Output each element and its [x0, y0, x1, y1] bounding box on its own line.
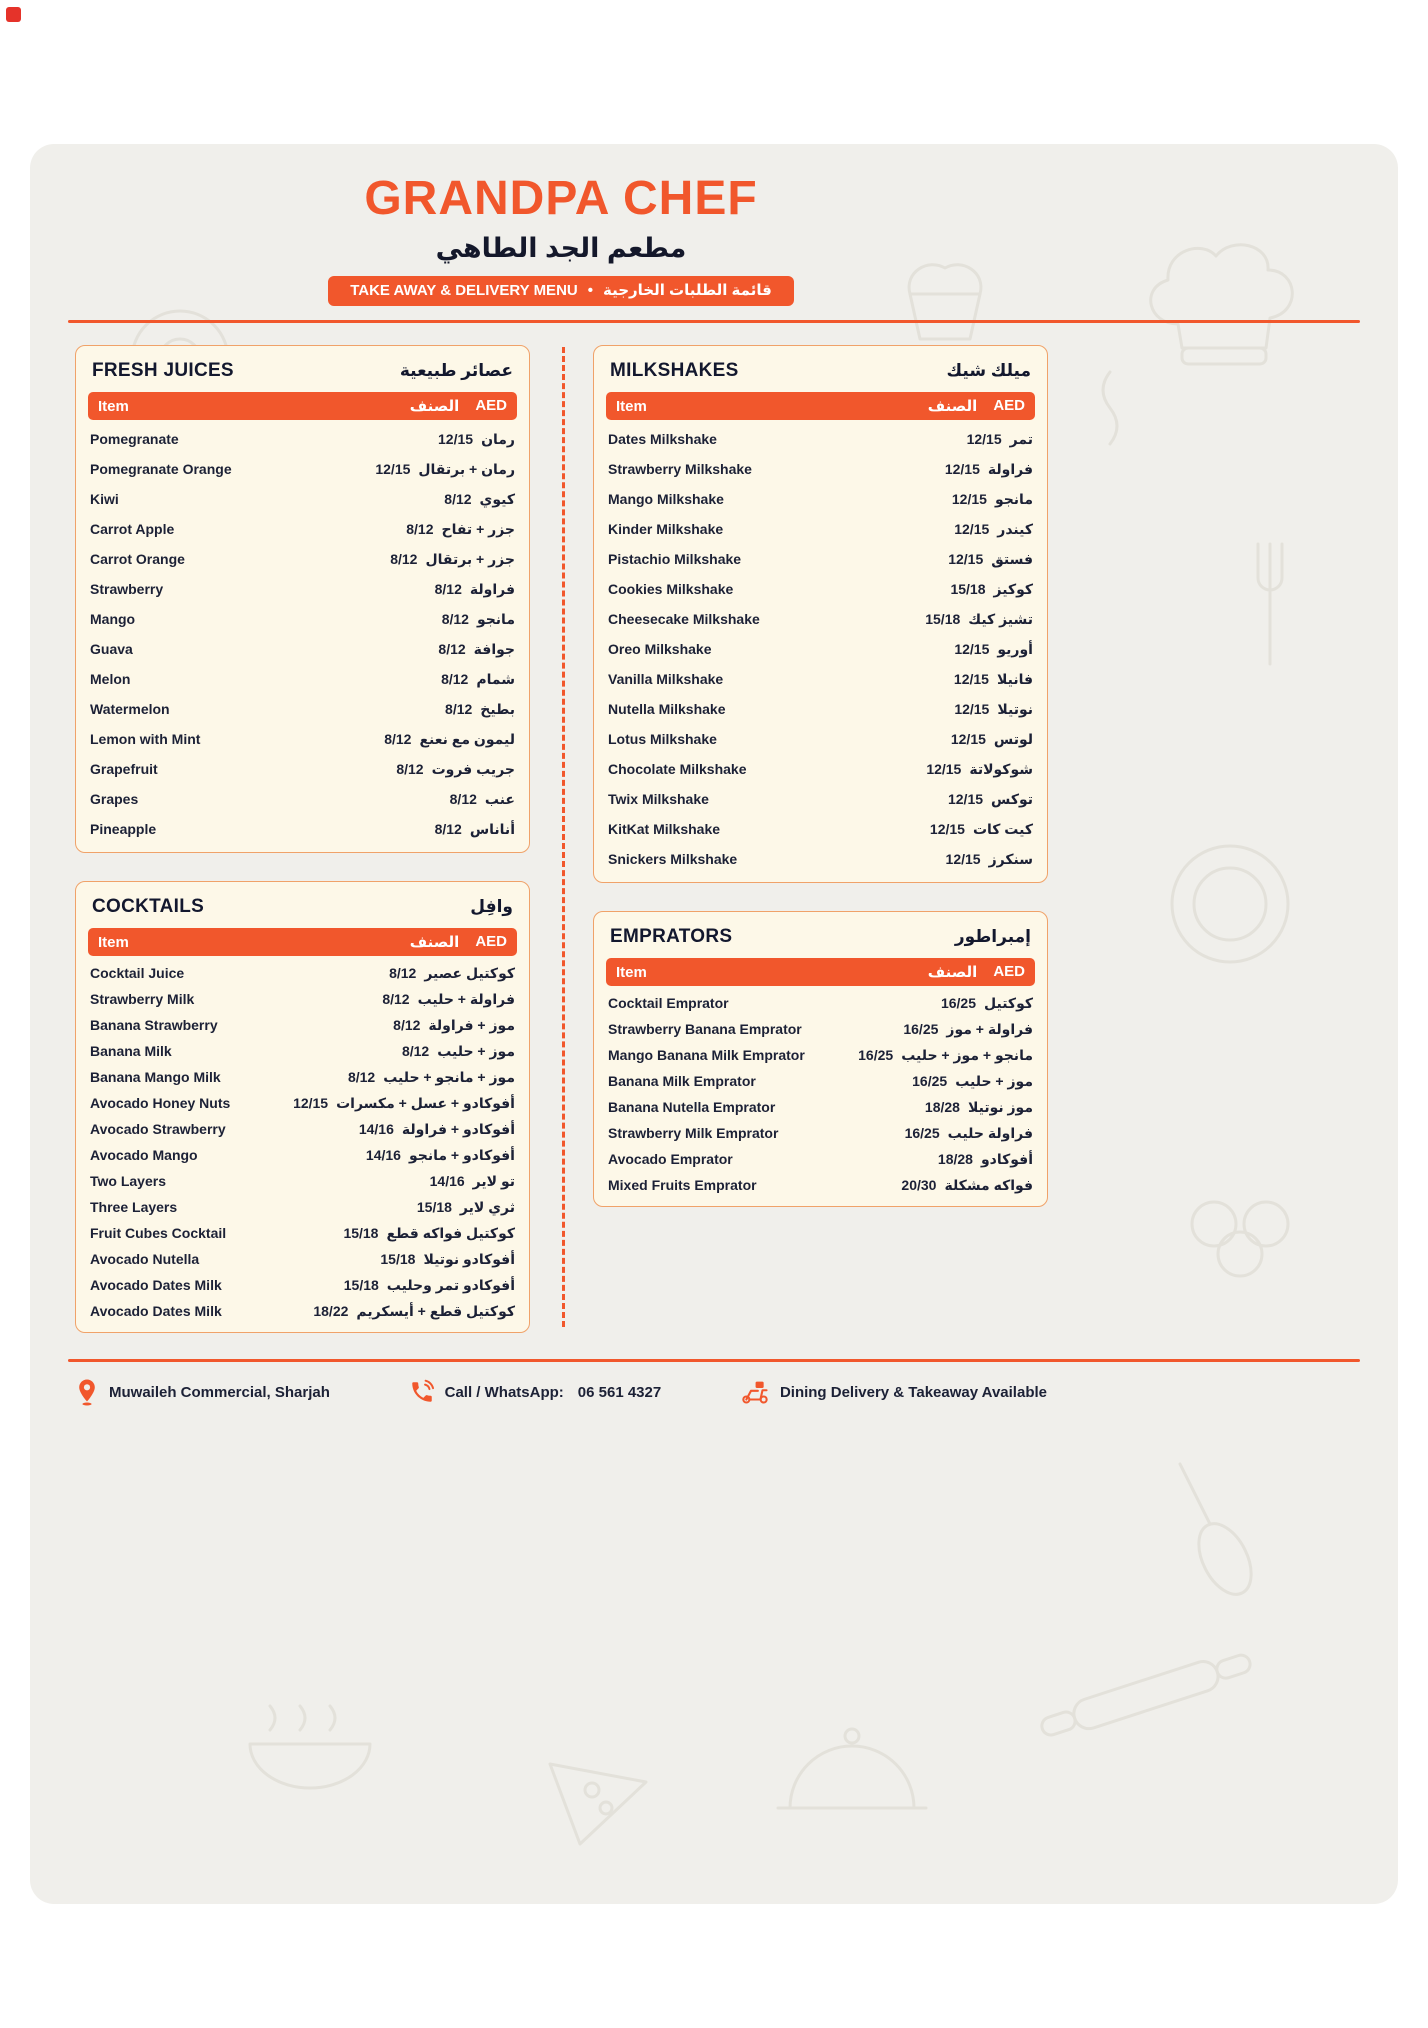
item-name-en: Pomegranate Orange — [90, 461, 232, 477]
item-name-ar: موز + مانجو + حليب — [383, 1068, 515, 1085]
menu-type-badge — [328, 276, 794, 306]
item-price: 12/15 — [954, 701, 990, 717]
item-name-ar: كوكيز — [993, 580, 1033, 597]
location-pin-icon — [75, 1378, 99, 1406]
menu-item-row — [606, 604, 1035, 634]
item-name-en: Avocado Emprator — [608, 1151, 733, 1167]
menu-items-list — [606, 986, 1035, 1198]
item-price: 18/28 — [924, 1099, 960, 1115]
badge-text-ar: قائمة الطلبات الخارجية — [603, 282, 772, 299]
item-name-ar: كيوي — [479, 490, 515, 507]
menu-item-row — [88, 634, 517, 664]
menu-item-row — [88, 754, 517, 784]
item-name-ar: أفوكادو نوتيلا — [423, 1250, 515, 1267]
column-item-label: Item — [98, 933, 129, 951]
item-name-ar: رمان + برتقال — [418, 460, 515, 477]
item-name-en: Fruit Cubes Cocktail — [90, 1225, 227, 1241]
menu-item-row — [606, 1042, 1035, 1068]
menu-item-row — [88, 1038, 517, 1064]
menu-item-row — [606, 544, 1035, 574]
item-name-en: Avocado Dates Milk — [90, 1303, 222, 1319]
item-name-ar: موز نوتيلا — [967, 1098, 1033, 1115]
item-name-ar: بطيخ — [480, 700, 515, 717]
item-name-ar: ليمون مع نعنع — [419, 730, 515, 747]
item-price: 15/18 — [343, 1277, 379, 1293]
item-price: 12/15 — [953, 671, 989, 687]
menu-item-row — [606, 814, 1035, 844]
menu-item-row — [88, 514, 517, 544]
menu-columns — [75, 345, 1360, 1333]
item-name-en: Strawberry Milkshake — [608, 461, 752, 477]
menu-item-row — [606, 754, 1035, 784]
item-name-ar: فستق — [991, 550, 1033, 567]
column-aed-label: AED — [475, 933, 507, 950]
footer-delivery-text: Dining Delivery & Takeaway Available — [779, 1383, 1047, 1401]
footer-delivery — [740, 1379, 1047, 1405]
badge-dot: • — [587, 282, 593, 299]
item-name-en: Lemon with Mint — [90, 731, 201, 747]
section-header — [88, 894, 517, 928]
item-name-en: Nutella Milkshake — [608, 701, 726, 717]
item-name-ar: لوتس — [993, 730, 1033, 747]
section-title: COCKTAILS — [92, 896, 205, 917]
menu-item-row — [88, 454, 517, 484]
menu-item-row — [88, 574, 517, 604]
item-name-ar: فواكه مشكلة — [944, 1176, 1033, 1193]
menu-item-row — [88, 1012, 517, 1038]
column-aed-label: AED — [993, 397, 1025, 414]
item-name-en: Grapefruit — [90, 761, 158, 777]
header-divider-line — [68, 320, 1360, 323]
menu-item-row — [606, 454, 1035, 484]
item-name-ar: كوكتيل — [984, 994, 1033, 1011]
item-name-ar: فراولة + موز — [946, 1020, 1033, 1037]
item-name-en: Banana Strawberry — [90, 1017, 218, 1033]
item-name-en: Watermelon — [90, 701, 170, 717]
item-name-en: Lotus Milkshake — [608, 731, 717, 747]
column-arabic-label: الصنف — [927, 398, 978, 415]
item-name-ar: أفوكادو + فراولة — [401, 1120, 515, 1137]
restaurant-name-arabic: مطعم الجد الطاهي — [435, 233, 687, 263]
item-name-ar: رمان — [481, 430, 515, 447]
item-price: 16/25 — [858, 1047, 894, 1063]
item-name-ar: جزر + تفاح — [441, 520, 515, 537]
item-price: 8/12 — [389, 965, 417, 981]
item-name-ar: تمر — [1009, 430, 1033, 447]
section-header — [606, 358, 1035, 392]
menu-item-row — [88, 604, 517, 634]
item-name-en: Banana Nutella Emprator — [608, 1099, 776, 1115]
corner-mark — [6, 7, 21, 22]
section-title-arabic: إمبراطور — [954, 927, 1031, 946]
item-name-ar: شوكولاتة — [969, 760, 1033, 777]
item-name-en: Mango Banana Milk Emprator — [608, 1047, 805, 1063]
item-price: 12/15 — [375, 461, 411, 477]
menu-item-row — [606, 664, 1035, 694]
item-name-ar: كوكتيل قطع + أيسكريم — [356, 1302, 515, 1319]
menu-item-row — [88, 724, 517, 754]
item-name-ar: موز + فراولة — [428, 1016, 515, 1033]
menu-item-row — [88, 1194, 517, 1220]
item-price: 12/15 — [951, 491, 987, 507]
menu-item-row — [88, 1064, 517, 1090]
menu-footer — [75, 1378, 1047, 1406]
item-name-en: Guava — [90, 641, 133, 657]
item-name-en: Pistachio Milkshake — [608, 551, 742, 567]
menu-item-row — [606, 514, 1035, 544]
item-price: 8/12 — [434, 581, 462, 597]
item-price: 14/16 — [365, 1147, 401, 1163]
item-name-en: Avocado Dates Milk — [90, 1277, 222, 1293]
section-title-arabic: وافِل — [470, 897, 513, 916]
item-name-ar: موز + حليب — [437, 1042, 515, 1059]
item-price: 12/15 — [945, 851, 981, 867]
item-price: 8/12 — [444, 491, 472, 507]
item-name-ar: فراولة — [469, 580, 515, 597]
item-price: 12/15 — [966, 431, 1002, 447]
item-name-ar: أفوكادو — [980, 1150, 1033, 1167]
menu-header — [75, 172, 1047, 306]
item-name-en: Carrot Apple — [90, 521, 175, 537]
item-name-ar: تو لاير — [472, 1172, 515, 1189]
item-name-en: Kinder Milkshake — [608, 521, 724, 537]
item-name-ar: فراولة حليب — [947, 1124, 1033, 1141]
footer-phone-number: 06 561 4327 — [577, 1383, 662, 1401]
item-name-en: Chocolate Milkshake — [608, 761, 747, 777]
item-price: 8/12 — [438, 641, 466, 657]
section-title: FRESH JUICES — [92, 360, 234, 381]
item-name-en: Banana Milk Emprator — [608, 1073, 756, 1089]
item-price: 8/12 — [434, 821, 462, 837]
menu-item-row — [88, 1116, 517, 1142]
menu-item-row — [606, 1172, 1035, 1198]
item-price: 12/15 — [947, 791, 984, 807]
column-aed-label: AED — [993, 963, 1025, 980]
column-item-label: Item — [616, 963, 647, 981]
item-name-ar: أوريو — [997, 640, 1033, 657]
item-name-en: Strawberry Banana Emprator — [608, 1021, 802, 1037]
item-name-en: Cheesecake Milkshake — [608, 611, 760, 627]
item-price: 16/25 — [903, 1021, 939, 1037]
item-name-en: Cocktail Emprator — [608, 995, 729, 1011]
footer-location — [75, 1378, 330, 1406]
item-name-en: Vanilla Milkshake — [608, 671, 724, 687]
item-name-en: Carrot Orange — [90, 551, 185, 567]
item-name-ar: كوكتيل فواكه قطع — [386, 1224, 515, 1241]
item-price: 16/25 — [904, 1125, 940, 1141]
item-name-ar: أفوكادو + مانجو — [408, 1146, 515, 1163]
menu-item-row — [88, 1168, 517, 1194]
item-price: 8/12 — [347, 1069, 376, 1085]
section-title: MILKSHAKES — [610, 360, 739, 381]
item-name-en: Cocktail Juice — [90, 965, 185, 981]
menu-item-row — [88, 544, 517, 574]
item-name-en: Melon — [90, 671, 131, 687]
item-price: 15/18 — [925, 611, 961, 627]
item-name-en: Mango — [90, 611, 136, 627]
menu-item-row — [606, 724, 1035, 754]
item-price: 18/22 — [313, 1303, 349, 1319]
menu-item-row — [606, 1016, 1035, 1042]
item-price: 12/15 — [944, 461, 980, 477]
column-arabic-label: الصنف — [409, 934, 460, 951]
item-name-en: Mango Milkshake — [608, 491, 724, 507]
menu-item-row — [88, 664, 517, 694]
menu-card — [30, 144, 1398, 1904]
item-price: 12/15 — [929, 821, 965, 837]
column-item-label: Item — [98, 397, 129, 415]
item-name-ar: أناناس — [469, 820, 515, 837]
menu-item-row — [88, 986, 517, 1012]
item-price: 8/12 — [382, 991, 410, 1007]
item-name-ar: جزر + برتقال — [425, 550, 515, 567]
menu-item-row — [88, 1142, 517, 1168]
item-name-en: Avocado Strawberry — [90, 1121, 226, 1137]
item-name-ar: أفوكادو تمر وحليب — [386, 1276, 515, 1293]
item-name-ar: موز + حليب — [955, 1072, 1033, 1089]
menu-items-list — [88, 420, 517, 844]
item-name-en: Avocado Honey Nuts — [90, 1095, 231, 1111]
item-name-ar: كيندر — [997, 520, 1033, 537]
item-name-en: Two Layers — [90, 1173, 166, 1189]
item-name-ar: كيت كات — [972, 820, 1033, 837]
item-name-ar: فراولة + حليب — [417, 990, 515, 1007]
item-name-ar: مانجو — [994, 490, 1033, 507]
item-name-en: Pineapple — [90, 821, 157, 837]
menu-item-row — [606, 990, 1035, 1016]
section-title-arabic: ميلك شيك — [946, 361, 1031, 380]
item-price: 12/15 — [954, 641, 990, 657]
item-name-en: Strawberry — [90, 581, 164, 597]
item-price: 8/12 — [406, 521, 434, 537]
item-name-en: Mixed Fruits Emprator — [608, 1177, 757, 1193]
item-name-ar: كوكتيل عصير — [424, 964, 515, 981]
phone-icon — [409, 1379, 435, 1405]
item-price: 8/12 — [441, 611, 469, 627]
menu-item-row — [606, 424, 1035, 454]
item-name-ar: مانجو — [476, 610, 515, 627]
section-fresh-juices — [75, 345, 530, 853]
delivery-scooter-icon — [740, 1379, 770, 1405]
menu-item-row — [606, 844, 1035, 874]
item-name-ar: عنب — [484, 790, 515, 807]
footer-divider-line — [68, 1359, 1360, 1362]
item-price: 16/25 — [940, 995, 976, 1011]
item-name-en: Snickers Milkshake — [608, 851, 738, 867]
item-name-ar: فراولة — [987, 460, 1033, 477]
item-name-ar: نوتيلا — [997, 700, 1033, 717]
item-price: 12/15 — [293, 1095, 329, 1111]
menu-item-row — [606, 1094, 1035, 1120]
menu-item-row — [88, 784, 517, 814]
item-price: 15/18 — [380, 1251, 416, 1267]
item-name-en: Twix Milkshake — [608, 791, 709, 807]
menu-item-row — [88, 1090, 517, 1116]
section-header — [88, 358, 517, 392]
section-title: EMPRATORS — [610, 926, 733, 947]
menu-item-row — [88, 424, 517, 454]
item-name-ar: جوافة — [473, 640, 515, 657]
section-header — [606, 924, 1035, 958]
item-name-en: Strawberry Milk Emprator — [608, 1125, 779, 1141]
right-column — [593, 345, 1048, 1333]
item-name-en: Kiwi — [90, 491, 119, 507]
item-name-en: Three Layers — [90, 1199, 178, 1215]
item-name-en: Avocado Mango — [90, 1147, 198, 1163]
item-price: 12/15 — [954, 521, 990, 537]
menu-item-row — [88, 1298, 517, 1324]
menu-item-row — [606, 1120, 1035, 1146]
menu-item-row — [606, 574, 1035, 604]
column-arabic-label: الصنف — [409, 398, 460, 415]
item-price: 8/12 — [449, 791, 477, 807]
item-price: 14/16 — [429, 1173, 465, 1189]
dashed-column-divider — [562, 347, 565, 1327]
item-price: 12/15 — [948, 551, 984, 567]
menu-items-list — [88, 956, 517, 1324]
table-header-bar — [88, 928, 517, 956]
item-name-en: KitKat Milkshake — [608, 821, 721, 837]
item-name-en: Banana Mango Milk — [90, 1069, 221, 1085]
item-name-en: Grapes — [90, 791, 139, 807]
menu-item-row — [606, 1068, 1035, 1094]
item-price: 15/18 — [416, 1199, 452, 1215]
item-name-ar: توكس — [991, 790, 1033, 807]
menu-item-row — [88, 960, 517, 986]
table-header-bar — [88, 392, 517, 420]
menu-item-row — [606, 694, 1035, 724]
item-name-en: Cookies Milkshake — [608, 581, 734, 597]
item-price: 8/12 — [445, 701, 473, 717]
item-price: 8/12 — [401, 1043, 430, 1059]
item-price: 20/30 — [901, 1177, 937, 1193]
item-price: 12/15 — [926, 761, 962, 777]
item-price: 8/12 — [390, 551, 418, 567]
item-name-ar: تشيز كيك — [968, 610, 1033, 627]
footer-call-label: Call / WhatsApp: — [444, 1383, 564, 1401]
column-item-label: Item — [616, 397, 647, 415]
item-price: 15/18 — [343, 1225, 379, 1241]
item-price: 8/12 — [384, 731, 412, 747]
item-price: 18/28 — [937, 1151, 973, 1167]
item-name-en: Avocado Nutella — [90, 1251, 200, 1267]
footer-phone — [409, 1379, 662, 1405]
item-name-ar: مانجو + موز + حليب — [901, 1046, 1033, 1063]
table-header-bar — [606, 392, 1035, 420]
item-price: 14/16 — [358, 1121, 394, 1137]
item-price: 16/25 — [912, 1073, 948, 1089]
section-emprators — [593, 911, 1048, 1207]
page-title: GRANDPA CHEF — [364, 172, 758, 225]
left-column — [75, 345, 530, 1333]
badge-text-en: TAKE AWAY & DELIVERY MENU — [350, 282, 578, 299]
item-name-ar: جريب فروت — [431, 760, 515, 777]
menu-item-row — [88, 1220, 517, 1246]
item-name-en: Pomegranate — [90, 431, 179, 447]
menu-item-row — [88, 694, 517, 724]
item-name-en: Dates Milkshake — [608, 431, 717, 447]
item-price: 12/15 — [438, 431, 474, 447]
menu-items-list — [606, 420, 1035, 874]
item-name-ar: فانيلا — [996, 670, 1033, 687]
item-price: 8/12 — [441, 671, 469, 687]
menu-item-row — [88, 484, 517, 514]
section-cocktails — [75, 881, 530, 1333]
item-price: 15/18 — [950, 581, 986, 597]
item-name-ar: أفوكادو + عسل + مكسرات — [336, 1094, 515, 1111]
menu-item-row — [606, 484, 1035, 514]
item-price: 8/12 — [393, 1017, 421, 1033]
item-price: 12/15 — [950, 731, 986, 747]
item-name-ar: شمام — [476, 670, 515, 687]
menu-item-row — [606, 634, 1035, 664]
footer-location-text: Muwaileh Commercial, Sharjah — [109, 1383, 330, 1401]
section-milkshakes — [593, 345, 1048, 883]
menu-item-row — [88, 814, 517, 844]
menu-item-row — [88, 1246, 517, 1272]
item-price: 8/12 — [396, 761, 424, 777]
item-name-en: Banana Milk — [90, 1043, 172, 1059]
table-header-bar — [606, 958, 1035, 986]
menu-item-row — [88, 1272, 517, 1298]
column-arabic-label: الصنف — [927, 964, 978, 981]
item-name-ar: ثري لاير — [459, 1198, 515, 1215]
item-name-en: Strawberry Milk — [90, 991, 195, 1007]
column-aed-label: AED — [475, 397, 507, 414]
menu-item-row — [606, 1146, 1035, 1172]
section-title-arabic: عصائر طبيعية — [399, 361, 513, 380]
item-name-en: Oreo Milkshake — [608, 641, 712, 657]
menu-item-row — [606, 784, 1035, 814]
item-name-ar: سنكرز — [988, 850, 1033, 867]
